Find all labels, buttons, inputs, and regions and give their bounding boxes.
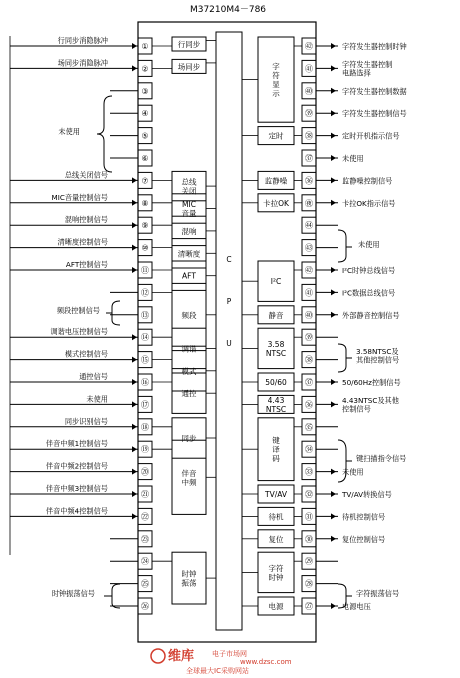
right-signal-label: 卡拉OK指示信号	[342, 198, 396, 208]
left-signal-label: 调谐电压控制信号	[50, 327, 108, 337]
right-pin-number: ㉜	[305, 490, 313, 499]
left-block-label: 频段	[181, 310, 197, 320]
left-pin-number: ⑫	[141, 288, 149, 298]
right-unused-label: 未使用	[358, 240, 380, 249]
arrow-head	[132, 222, 137, 228]
arrow-head	[132, 334, 137, 340]
left-block-label: 混响	[181, 226, 197, 236]
band-label: 频段控制信号	[56, 306, 100, 315]
right-signal-label: TV/AV转换信号	[342, 490, 392, 499]
right-pin-number: ㊱	[305, 176, 313, 186]
left-block-label: 通控	[181, 389, 197, 399]
arrow-head	[331, 65, 336, 71]
right-pin-number: ㉘	[305, 579, 313, 589]
left-pin-number: ㉒	[141, 512, 149, 522]
arrow-head	[331, 312, 336, 318]
left-pin-number: ③	[141, 86, 149, 96]
arrow-head	[132, 43, 137, 49]
watermark-slogan: 全球最大IC采购网站	[186, 667, 249, 675]
chip-outline	[138, 22, 316, 642]
left-block-label: 模式	[181, 366, 197, 376]
cpu-bus	[216, 32, 242, 630]
arrow-head	[132, 446, 137, 452]
left-block-label: AFT	[182, 271, 196, 281]
right-pin-number: ㊵	[305, 310, 313, 320]
chip-title: M37210M4－786	[189, 5, 267, 15]
right-block-label: TV/AV	[264, 490, 288, 499]
arrow-head	[132, 424, 137, 430]
left-pin-number: ㉖	[141, 602, 149, 611]
right-pin-number: ㉞	[305, 445, 313, 455]
arrow-head	[331, 43, 336, 49]
right-block-label: 3.58 NTSC	[265, 339, 287, 358]
left-pin-number: ⑪	[141, 266, 149, 275]
left-brace	[97, 96, 112, 172]
charclk-label: 字符振荡信号	[356, 589, 400, 598]
left-unused-label: 未使用	[58, 127, 80, 136]
arrow-head	[132, 200, 137, 206]
left-block-label: 行同步	[177, 40, 201, 49]
arrow-head	[331, 200, 336, 206]
left-pin-number: ④	[141, 109, 149, 119]
right-pin-number: ㊸	[305, 243, 313, 253]
right-pin-number: ㊷	[305, 266, 313, 275]
right-signal-label: 字符发生器控制数据	[342, 86, 407, 96]
right-signal-label: 4.43NTSC及其他控制信号	[342, 396, 399, 414]
left-pin-number: ⑨	[141, 221, 149, 231]
left-signal-label: 通控信号	[79, 372, 108, 381]
right-brace-2	[338, 344, 352, 372]
left-pin-number: ⑩	[141, 243, 149, 253]
left-signal-label: 伴音中频3控制信号	[45, 484, 108, 493]
right-block-label: 字符时钟	[268, 563, 284, 582]
left-pin-number: ⑥	[141, 154, 149, 163]
right-signal-label: 待机控制信号	[342, 512, 386, 522]
left-pin-number: ⑭	[141, 333, 149, 343]
right-pin-number: ㊳	[305, 355, 313, 365]
right-pin-number: ㊱	[305, 400, 313, 410]
right-signal-label: 复位控制信号	[342, 534, 386, 544]
left-pin-number: ①	[141, 42, 149, 51]
right-signal-label: 电源电压	[342, 602, 371, 611]
arrow-head	[132, 245, 137, 251]
right-signal-label: I²C时钟总线信号	[342, 266, 396, 275]
left-pin-number: ②	[141, 64, 149, 74]
left-pin-number: ⑲	[141, 445, 149, 455]
left-signal-label: 伴音中频1控制信号	[45, 439, 108, 449]
right-pin-number: ㊷	[305, 42, 313, 51]
right-brace-1	[338, 230, 352, 262]
right-block-label: 复位	[268, 534, 284, 544]
left-signal-label: 清晰度控制信号	[57, 237, 108, 247]
right-pin-number: ㊵	[305, 86, 313, 96]
right-signal-label: 字符发生器控制电路选择	[342, 60, 393, 78]
right-signal-label: 定时开机指示信号	[342, 131, 400, 141]
right-signal-label: 字符发生器控制信号	[342, 109, 407, 119]
left-pin-number: ⑱	[141, 422, 149, 432]
arrow-head	[331, 469, 336, 475]
arrow-head	[132, 65, 137, 71]
left-signal-label: AFT控制信号	[65, 260, 108, 269]
left-pin-number: ⑤	[141, 131, 149, 141]
left-block-label: 总线关闭	[181, 177, 197, 196]
left-pin-number: ㉓	[141, 534, 149, 544]
arrow-head	[132, 491, 137, 497]
arrow-head	[331, 88, 336, 94]
right-block-label: 50/60	[265, 378, 287, 387]
left-pin-number: ⑰	[141, 400, 149, 410]
left-signal-label: 伴音中频4控制信号	[45, 506, 108, 516]
left-signal-label: 混响控制信号	[64, 215, 108, 225]
right-pin-number: ㊲	[305, 154, 313, 163]
right-block-label: 键译码	[272, 436, 280, 464]
right-signal-label: 外部静音控制信号	[342, 310, 400, 320]
right-pin-number: ㉟	[305, 422, 313, 432]
arrow-head	[132, 469, 137, 475]
left-signal-label: MIC音量控制信号	[51, 192, 108, 202]
right-block-label: 电源	[268, 602, 284, 611]
arrow-head	[331, 155, 336, 161]
left-signal-label: 场同步消隐脉冲	[57, 58, 108, 68]
right-block-label: 字符显示	[272, 62, 280, 99]
left-block-label: 时钟振荡	[181, 569, 197, 588]
left-signal-label: 行同步消隐脉冲	[57, 36, 108, 45]
arrow-head	[331, 536, 336, 542]
left-pin-number: ⑧	[141, 198, 149, 208]
cpu-letter: P	[226, 297, 232, 306]
arrow-head	[331, 401, 336, 407]
arrow-head	[132, 357, 137, 363]
right-pin-number: ㉙	[305, 557, 313, 567]
right-block-label: 监静噪	[264, 176, 288, 186]
cpu-letter: U	[226, 339, 232, 348]
band-brace	[106, 301, 120, 325]
left-signal-label: 模式控制信号	[64, 349, 108, 359]
right-pin-number: ㊶	[305, 64, 313, 74]
arrow-head	[331, 491, 336, 497]
left-pin-number: ⑳	[141, 467, 149, 477]
right-pin-number: ㊴	[305, 109, 313, 119]
ntsc358-label: 3.58NTSC及其他控制信号	[356, 346, 400, 365]
right-signal-label: 50/60Hz控制信号	[342, 378, 401, 387]
keyscan-label: 键扫描指令信号	[356, 454, 407, 463]
cpu-letter: C	[226, 255, 232, 264]
arrow-head	[331, 513, 336, 519]
arrow-head	[331, 603, 336, 609]
arrow-head	[331, 133, 336, 139]
left-signal-label: 伴音中频2控制信号	[45, 461, 108, 471]
right-block-label: 卡拉OK	[263, 198, 289, 208]
arrow-head	[331, 267, 336, 273]
left-block-label: 伴音中频	[181, 468, 197, 487]
watermark-brand: 维库	[168, 649, 195, 664]
left-block-label: 场同步	[177, 62, 201, 72]
right-pin-number: ㊰	[305, 198, 313, 208]
clock-brace	[104, 584, 120, 608]
left-block-label: 同步	[181, 434, 197, 443]
right-pin-number: ㉝	[305, 467, 313, 477]
arrow-head	[331, 289, 336, 295]
right-pin-number: ㊳	[305, 131, 313, 141]
left-pin-number: ㉑	[141, 490, 149, 499]
right-pin-number: ㉛	[305, 512, 313, 522]
right-pin-number: ㊲	[305, 378, 313, 387]
right-block-label: 静音	[268, 310, 284, 320]
left-block-label: MIC 音量	[181, 200, 197, 218]
left-signal-label: 同步识别信号	[64, 416, 108, 426]
clock-label: 时钟振荡信号	[51, 589, 95, 598]
left-signal-label: 总线关闭信号	[64, 170, 108, 180]
right-signal-label: 字符发生器控制时钟	[342, 42, 407, 51]
arrow-head	[331, 110, 336, 116]
watermark-url: www.dzsc.com	[240, 658, 292, 666]
arrow-head	[132, 379, 137, 385]
right-signal-label: I²C数据总线信号	[342, 288, 396, 298]
right-pin-number: ㉚	[305, 534, 313, 544]
right-pin-number: ㉗	[305, 602, 313, 611]
left-block-label: 调谐	[181, 344, 197, 354]
left-pin-number: ⑬	[141, 310, 149, 320]
arrow-head	[132, 267, 137, 273]
watermark-site: 电子市场网	[212, 650, 247, 658]
right-signal-label: 监静噪控制信号	[342, 176, 393, 186]
left-pin-number: ㉔	[141, 557, 149, 567]
left-signal-label: 未使用	[86, 394, 108, 404]
left-pin-number: ⑯	[141, 378, 149, 387]
right-block-label: 4.43 NTSC	[265, 395, 287, 414]
arrow-head	[331, 379, 336, 385]
watermark-logo	[151, 649, 165, 663]
arrow-head	[132, 513, 137, 519]
left-block-label: 清晰度	[177, 249, 201, 259]
right-pin-number: ㊹	[305, 221, 313, 231]
arrow-head	[331, 177, 336, 183]
right-block-label: 定时	[268, 131, 284, 141]
left-pin-number: ㉕	[141, 579, 149, 589]
arrow-head	[132, 177, 137, 183]
right-block-label: 待机	[268, 512, 284, 522]
right-pin-number: ㊶	[305, 288, 313, 298]
left-pin-number: ⑦	[141, 176, 149, 186]
left-pin-number: ⑮	[141, 355, 149, 365]
arrow-head	[132, 401, 137, 407]
right-signal-label: 未使用	[342, 467, 364, 477]
right-block-label: I²C	[270, 277, 282, 287]
right-pin-number: ㊴	[305, 333, 313, 343]
right-signal-label: 未使用	[342, 154, 364, 163]
